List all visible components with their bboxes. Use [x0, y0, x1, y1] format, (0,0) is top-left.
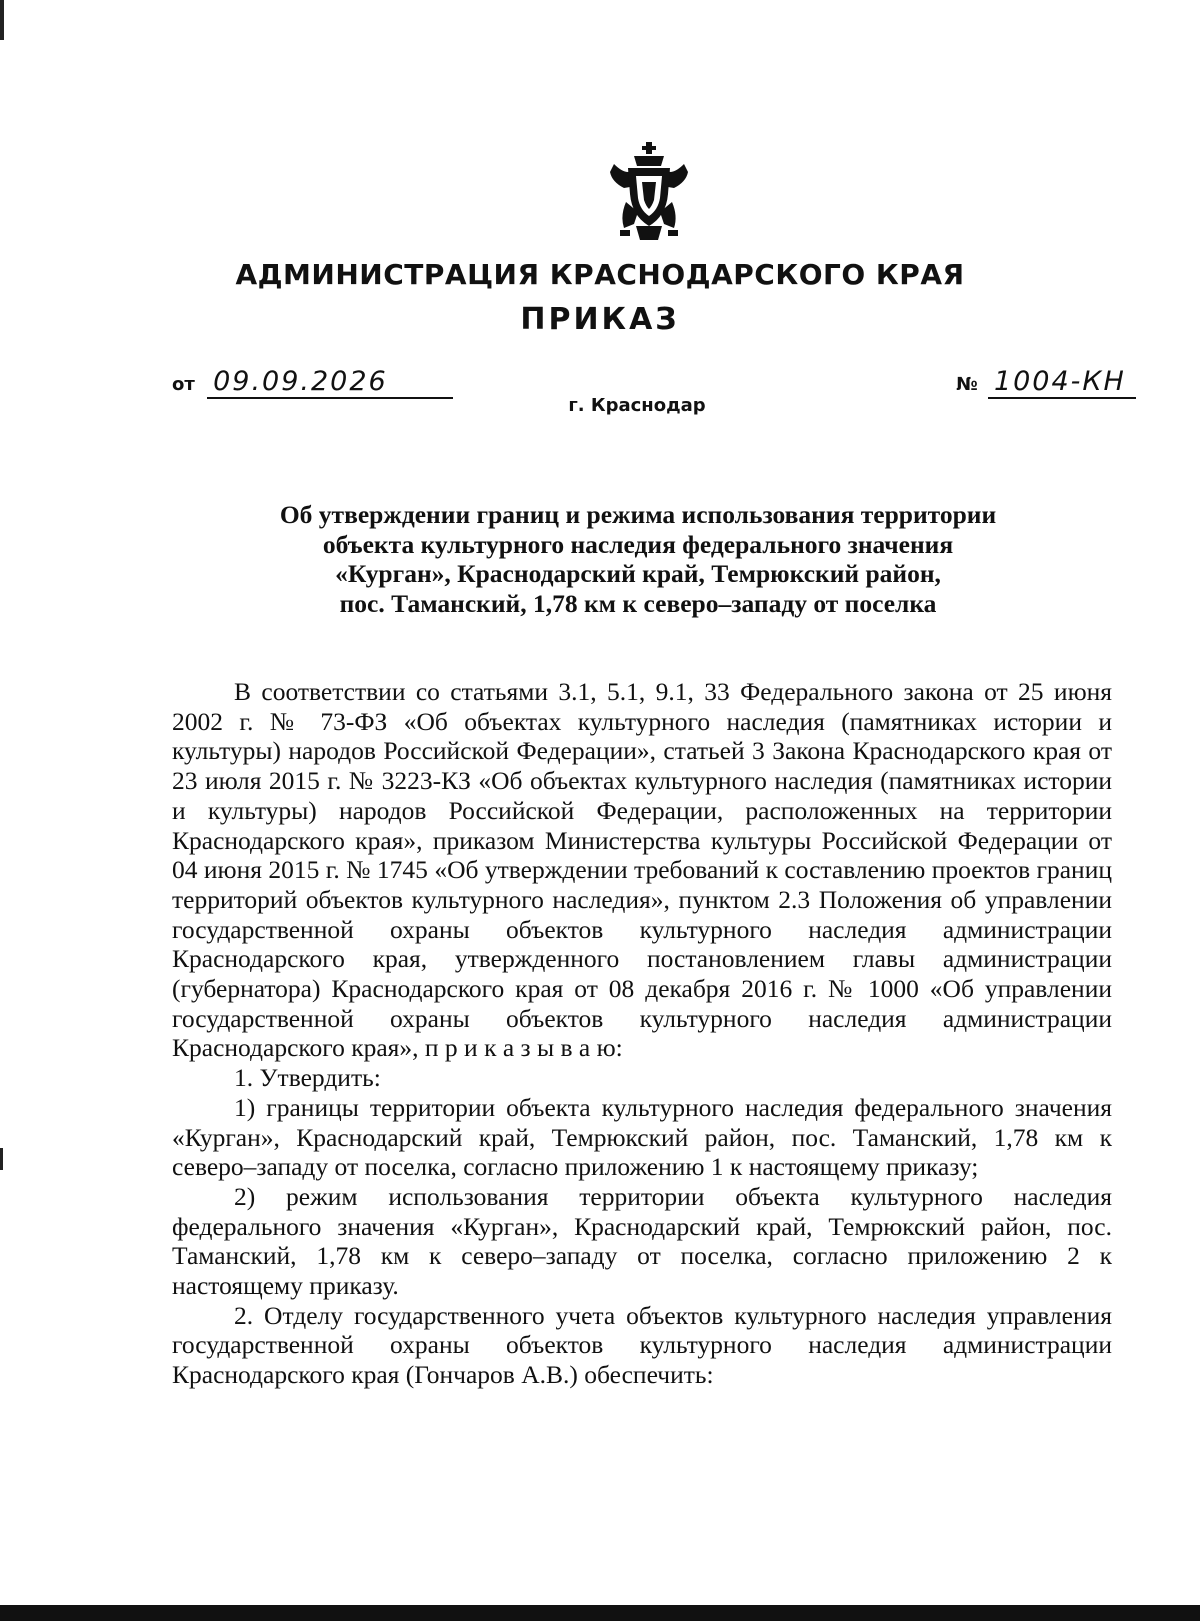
- date-prefix: от: [172, 374, 195, 395]
- order-body: [172, 677, 1112, 1390]
- city: г. Краснодар: [568, 395, 706, 416]
- number-handwritten: 1004-КН: [993, 366, 1126, 397]
- item-1-1: 1) границы территории объекта культурного наследия федерального значения «Курган», Краснодарский край, Темрюкский район, пос. Таманский, 1,78 км к северо–западу от поселка, согласно приложению 1 к настоящему приказу;: [172, 1092, 1112, 1182]
- number-prefix: №: [956, 374, 978, 395]
- scan-edge-mark: [0, 0, 4, 40]
- item-2: 2. Отделу государственного учета объектов культурного наследия управления государственной охраны объектов культурного наследия администрации Краснодарского края (Гончаров А.В.) обеспечить:: [172, 1300, 1112, 1390]
- document-type-title: ПРИКАЗ: [520, 302, 680, 337]
- scan-bottom-edge: [0, 1605, 1200, 1621]
- preamble-paragraph: В соответствии со статьями 3.1, 5.1, 9.1, 33 Федерального закона от 25 июня 2002 г. № 73-ФЗ «Об объектах культурного наследия (памятниках истории и культуры) народов Российской Федерации», статьей 3 Закона Краснодарского края от 23 июля 2015 г. № 3223-КЗ «Об объектах культурного наследия (памятниках истории и культуры) народов Российской Федерации, расположенных на территории Краснодарского края», приказом Министерства культуры Российской Федерации от 04 июня 2015 г. № 1745 «Об утверждении требований к составлению проектов границ территорий объектов культурного наследия», пунктом 2.3 Положения об управлении государственной охраны объектов культурного наследия администрации Краснодарского края, утвержденного постановлением главы администрации (губернатора) Краснодарского края от 08 декабря 2016 г. № 1000 «Об управлении государственной охраны объектов культурного наследия администрации Краснодарского края», п р и к а з ы в а ю:: [172, 677, 1112, 1063]
- organization-name: АДМИНИСТРАЦИЯ КРАСНОДАРСКОГО КРАЯ: [235, 258, 965, 291]
- date-handwritten: 09.09.2026: [213, 366, 388, 397]
- order-subject: [150, 500, 1126, 618]
- subject-line: «Курган», Краснодарский край, Темрюкский район,: [335, 559, 941, 588]
- item-1-2: 2) режим использования территории объекта культурного наследия федерального значения «Курган», Краснодарский край, Темрюкский район, пос. Таманский, 1,78 км к северо–западу от поселка, согласно приложению 2 к настоящему приказу.: [172, 1181, 1112, 1301]
- subject-line: объекта культурного наследия федерального значения: [322, 529, 954, 559]
- coat-of-arms-emblem-icon: [606, 142, 692, 242]
- item-1: 1. Утвердить:: [234, 1063, 381, 1093]
- subject-line: Об утверждении границ и режима использования территории: [279, 500, 997, 529]
- scan-edge-mark: [0, 1148, 3, 1170]
- subject-line: пос. Таманский, 1,78 км к северо–западу от поселка: [339, 588, 937, 618]
